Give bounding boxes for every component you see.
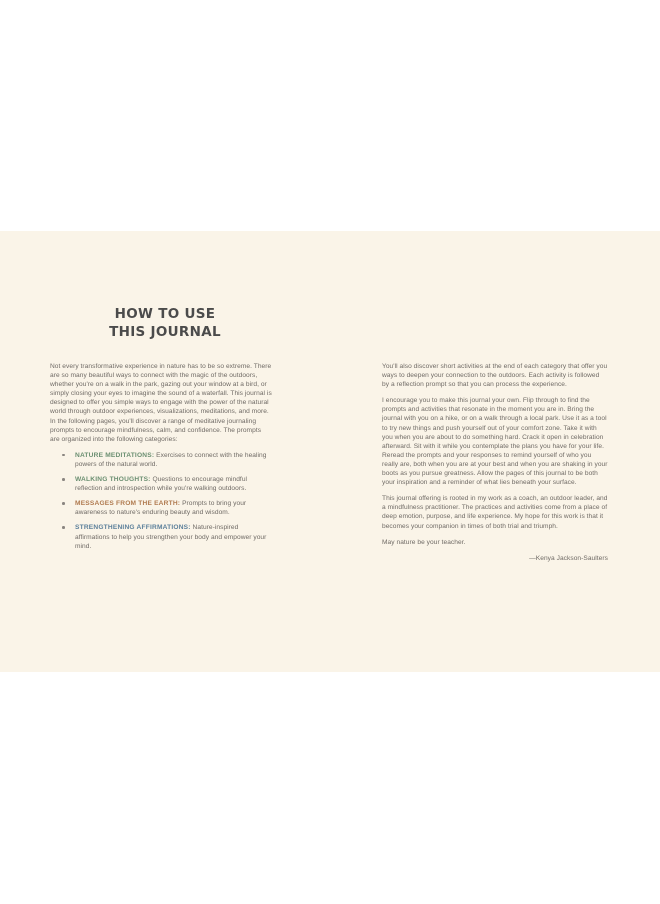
right-column <box>382 362 608 570</box>
bullet-icon <box>62 526 65 529</box>
category-item <box>50 499 272 517</box>
author-signature: —Kenya Jackson-Saulters <box>529 554 608 562</box>
category-text: Questions to encourage mindful reflection and introspection while you're walking outdoors. <box>75 476 248 493</box>
bullet-icon <box>62 454 65 457</box>
category-item <box>50 475 272 493</box>
paragraph-encourage: I encourage you to make this journal your own. Flip through to find the prompts and activities that resonate in the moment you are in. Bring the journal with you on a hike, or on a walk through a local park. Use it as a tool to try new things and push yourself out of your comfort zone. Take it with you when you are about to do something hard. Crack it open in celebration afterward. Sit with it while you contemplate the plans you have for your life. Reread the prompts and your responses to remind yourself of who you really are, both when you are at your best and when you are shaking in your boots as you pursue greatness. Allow the pages of this journal to be both your inspiration and a reminder of what lies beneath your surface. <box>382 397 608 487</box>
paragraph-offering: This journal offering is rooted in my work as a coach, an outdoor leader, and a mindfulness practitioner. The practices and activities come from a place of deep emotion, purpose, and life experience. My hope for this work is that it becomes your companion in times of both trial and triumph. <box>382 495 608 530</box>
category-list <box>50 451 272 551</box>
title-line-2: THIS JOURNAL <box>109 324 221 340</box>
intro-paragraph: Not every transformative experience in nature has to be so extreme. There are so many beautiful ways to connect with the magic of the outdoors, whether you're on a walk in the park, gazing out your window at a bird, or simply closing your eyes to imagine the sound of a waterfall. This journal is designed to offer you simple ways to engage with the power of the natural world through outdoor experiences, visualizations, meditations, and more. In the following pages, you'll discover a range of meditative journaling prompts to encourage mindfulness, calm, and confidence. The prompts are organized into the following categories: <box>50 363 272 443</box>
left-column <box>50 362 272 557</box>
journal-spread <box>0 231 660 672</box>
category-text: Exercises to connect with the healing powers of the natural world. <box>75 451 267 468</box>
category-item <box>50 451 272 469</box>
category-item <box>50 523 272 550</box>
bullet-icon <box>62 478 65 481</box>
paragraph-activities: You'll also discover short activities at the end of each category that offer you ways to deepen your connection to the outdoors. Each activity is followed by a reflection prompt so that you can process the experience. <box>382 363 608 389</box>
category-label: NATURE MEDITATIONS: <box>75 451 155 459</box>
page-title <box>50 305 280 341</box>
paragraph-closing: May nature be your teacher. <box>382 538 466 546</box>
category-text: Nature-inspired affirmations to help you strengthen your body and empower your mind. <box>75 524 267 550</box>
bullet-icon <box>62 502 65 505</box>
category-text: Prompts to bring your awareness to nature's enduring beauty and wisdom. <box>75 500 247 517</box>
category-label: WALKING THOUGHTS: <box>75 476 151 484</box>
category-label: STRENGTHENING AFFIRMATIONS: <box>75 524 191 532</box>
category-label: MESSAGES FROM THE EARTH: <box>75 500 181 508</box>
title-line-1: HOW TO USE <box>114 306 216 322</box>
